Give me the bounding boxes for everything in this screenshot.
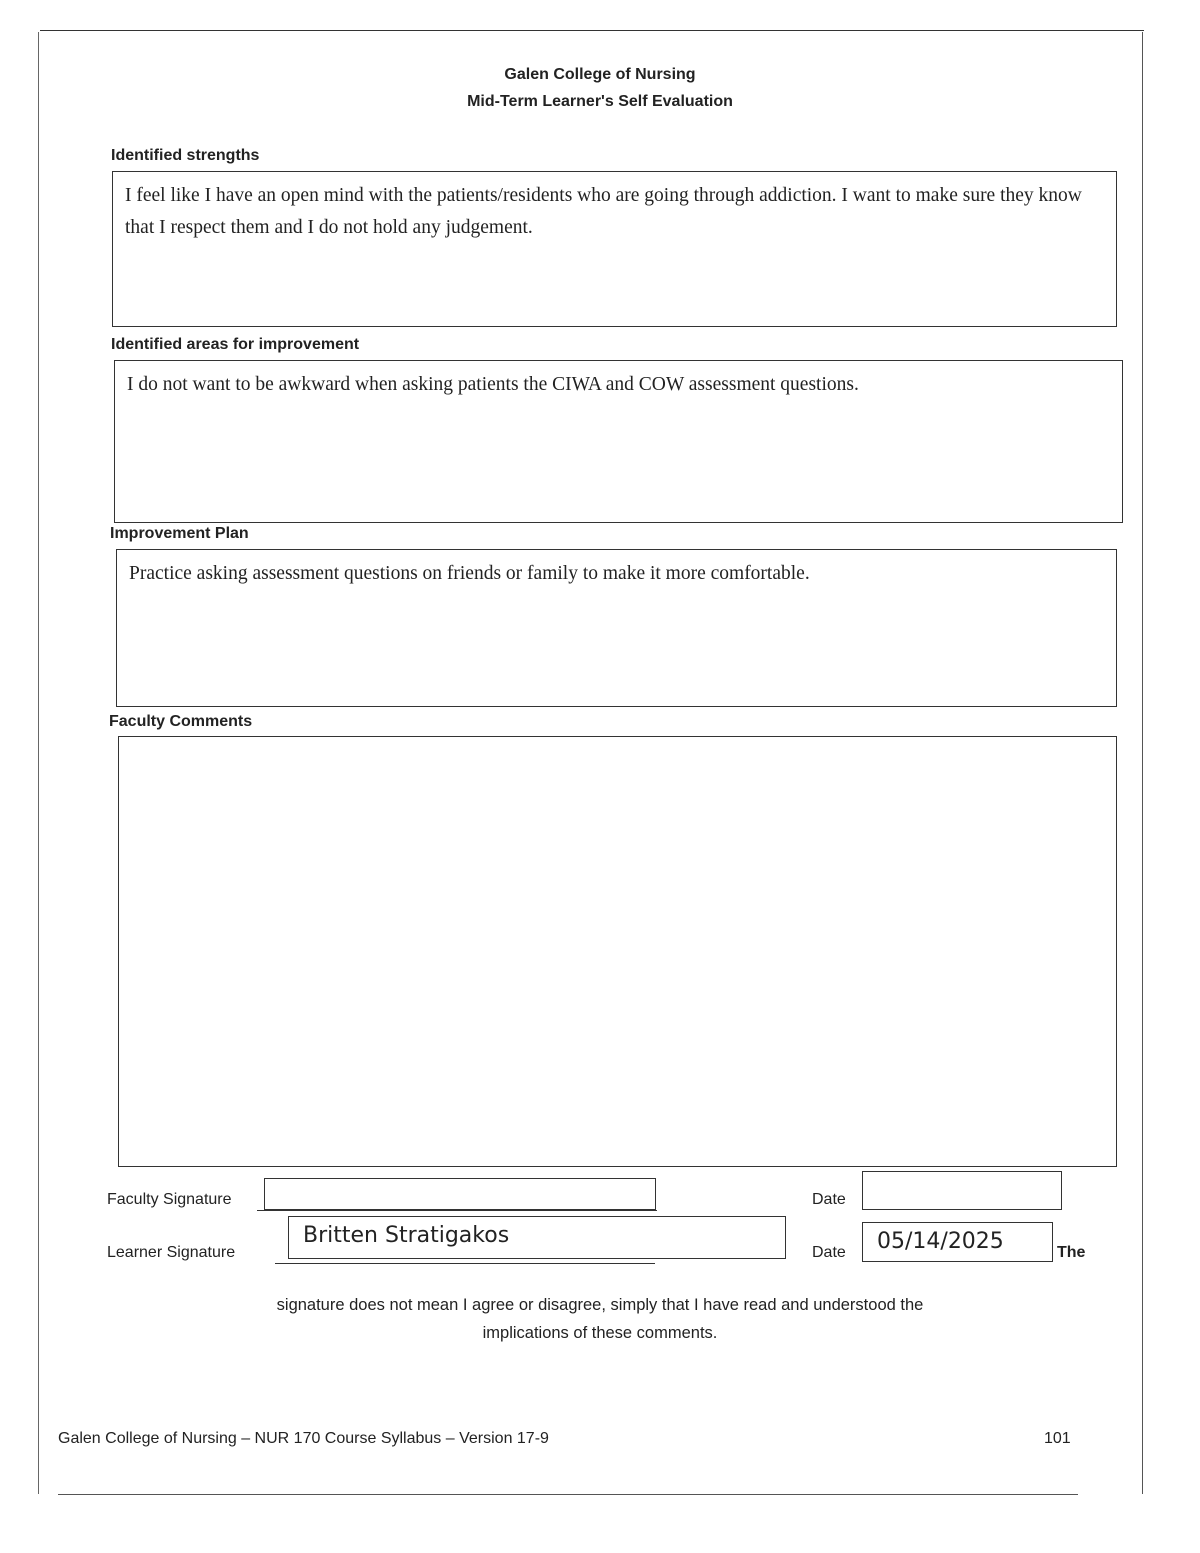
note-leading-word: The xyxy=(1057,1244,1086,1261)
page-border-top xyxy=(40,30,1144,31)
improvement-areas-text: I do not want to be awkward when asking patients the CIWA and COW assessment questions. xyxy=(127,374,859,395)
faculty-comments-label: Faculty Comments xyxy=(109,713,253,730)
learner-signature-line xyxy=(275,1263,655,1264)
learner-date-field[interactable] xyxy=(862,1222,1053,1262)
strengths-label: Identified strengths xyxy=(111,147,260,164)
strengths-text: I feel like I have an open mind with the patients/residents who are going through addiction. I want to make sure they know that I respect them and I do not hold any judgement. xyxy=(125,185,1082,238)
faculty-date-label: Date xyxy=(812,1191,846,1208)
signature-note-line1: signature does not mean I agree or disagree, simply that I have read and understood the xyxy=(276,1296,924,1314)
page-border-bottom xyxy=(58,1494,1078,1495)
footer-course-info: Galen College of Nursing – NUR 170 Course Syllabus – Version 17-9 xyxy=(58,1430,549,1447)
improvement-plan-text: Practice asking assessment questions on friends or family to make it more comfortable. xyxy=(129,563,810,584)
page-border-left xyxy=(38,32,39,1494)
learner-date-value: 05/14/2025 xyxy=(877,1229,1004,1254)
footer-page-number: 101 xyxy=(1044,1430,1071,1447)
learner-signature-field[interactable] xyxy=(288,1216,786,1259)
institution-title: Galen College of Nursing xyxy=(504,66,696,83)
improvement-areas-box[interactable] xyxy=(114,360,1123,523)
improvement-plan-label: Improvement Plan xyxy=(110,525,249,542)
faculty-date-field[interactable] xyxy=(862,1171,1062,1210)
improvement-plan-box[interactable] xyxy=(116,549,1117,707)
learner-signature-value: Britten Stratigakos xyxy=(303,1223,510,1248)
signature-note-line2: implications of these comments. xyxy=(482,1324,718,1342)
form-title: Mid-Term Learner's Self Evaluation xyxy=(467,93,733,110)
strengths-box[interactable] xyxy=(112,171,1117,327)
faculty-comments-box[interactable] xyxy=(118,736,1117,1167)
page-border-right xyxy=(1142,32,1143,1494)
faculty-signature-line xyxy=(257,1210,657,1211)
faculty-signature-label: Faculty Signature xyxy=(107,1191,232,1208)
improvement-areas-label: Identified areas for improvement xyxy=(111,336,360,353)
faculty-signature-field[interactable] xyxy=(264,1178,656,1210)
learner-signature-label: Learner Signature xyxy=(107,1244,236,1261)
learner-date-label: Date xyxy=(812,1244,846,1261)
